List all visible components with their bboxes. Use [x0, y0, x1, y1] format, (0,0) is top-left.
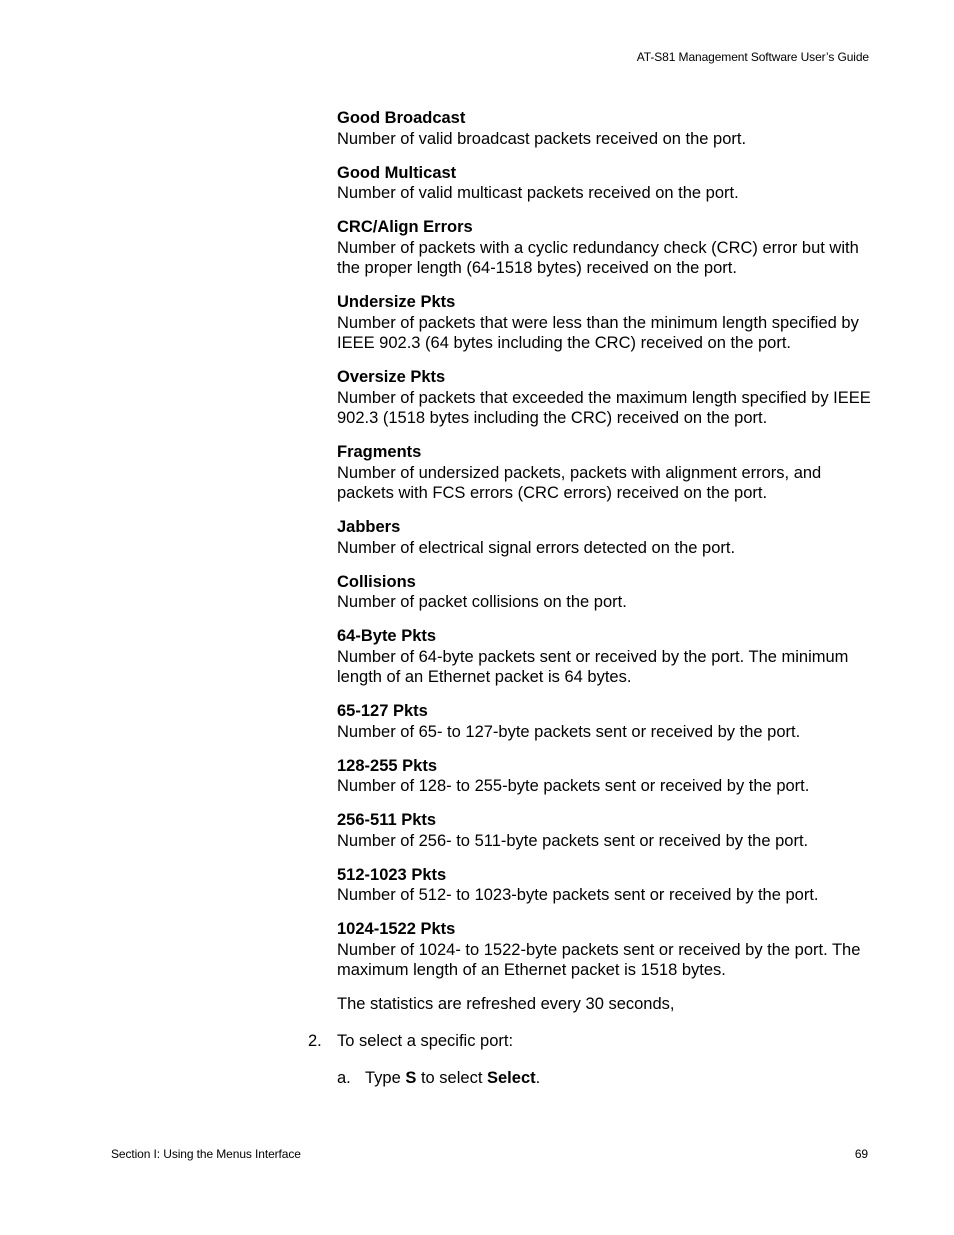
stat-entry: [337, 626, 877, 688]
stat-description: Number of undersized packets, packets with alignment errors, and packets with FCS errors (CRC errors) received on the port.: [337, 463, 822, 502]
stat-entry: [337, 919, 877, 981]
stat-description: Number of 256- to 511-byte packets sent or received by the port.: [337, 831, 809, 850]
refresh-note: The statistics are refreshed every 30 seconds,: [337, 995, 675, 1013]
stat-description: Number of packet collisions on the port.: [337, 593, 627, 611]
stat-term: Fragments: [337, 443, 422, 461]
stat-entry: [337, 292, 877, 354]
stat-entry: [337, 517, 877, 558]
stat-description: Number of valid multicast packets received on the port.: [337, 184, 739, 202]
step-text: To select a specific port:: [337, 1031, 514, 1050]
stat-description: Number of electrical signal errors detected on the port.: [337, 538, 736, 557]
stat-term: 65-127 Pkts: [337, 702, 428, 720]
stat-entry: [337, 367, 877, 429]
stat-entry: [337, 865, 877, 906]
stat-description: Number of 128- to 255-byte packets sent or received by the port.: [337, 777, 810, 795]
stat-entry: [337, 756, 877, 797]
step-number: 2.: [308, 1031, 322, 1050]
stat-description: Number of 1024- to 1522-byte packets sent or received by the port. The maximum length of an Ethernet packet is 1518 bytes.: [337, 940, 861, 979]
stat-entry: [337, 810, 877, 851]
stat-term: 128-255 Pkts: [337, 756, 437, 775]
stat-entry: [337, 163, 877, 204]
substep-option: Select: [487, 1069, 536, 1087]
stat-description: Number of 512- to 1023-byte packets sent or received by the port.: [337, 886, 819, 904]
substep-letter: a.: [337, 1069, 351, 1087]
stat-term: Collisions: [337, 572, 416, 591]
stat-description: Number of valid broadcast packets received on the port.: [337, 129, 747, 148]
footer-section: Section I: Using the Menus Interface: [111, 1147, 301, 1161]
stat-term: Good Multicast: [337, 163, 457, 182]
procedure-step: [308, 1031, 877, 1052]
stat-entry: [337, 442, 877, 504]
substep-key: S: [405, 1069, 417, 1087]
substep-text-pre: Type: [365, 1069, 406, 1087]
stat-term: Jabbers: [337, 518, 401, 536]
page-number: 69: [854, 1147, 868, 1161]
stat-term: Good Broadcast: [337, 109, 466, 127]
stat-term: 1024-1522 Pkts: [337, 920, 456, 938]
running-header: AT-S81 Management Software User’s Guide: [636, 50, 869, 64]
stat-term: Oversize Pkts: [337, 368, 446, 386]
page-content: [308, 108, 877, 1089]
stat-entry: [337, 108, 877, 149]
stat-term: CRC/Align Errors: [337, 218, 473, 236]
stat-description: Number of packets that were less than the minimum length specified by IEEE 902.3 (64 bytes including the CRC) received on the port.: [337, 313, 859, 352]
stat-term: 64-Byte Pkts: [337, 627, 437, 645]
stat-description: Number of 65- to 127-byte packets sent or received by the port.: [337, 722, 801, 741]
stat-description: Number of 64-byte packets sent or received by the port. The minimum length of an Ethernet packet is 64 bytes.: [337, 647, 849, 686]
substep-text-post: .: [535, 1069, 541, 1087]
stat-entry: [337, 701, 877, 742]
stat-entry: [337, 217, 877, 279]
stat-term: 256-511 Pkts: [337, 811, 437, 829]
procedure-substep: [337, 1068, 877, 1089]
stat-entry: [337, 572, 877, 613]
stat-description: Number of packets that exceeded the maximum length specified by IEEE 902.3 (1518 bytes including the CRC) received on the port.: [337, 388, 871, 427]
stat-description: Number of packets with a cyclic redundancy check (CRC) error but with the proper length (64-1518 bytes) received on the port.: [337, 238, 859, 277]
stat-term: 512-1023 Pkts: [337, 865, 447, 884]
substep-text-mid: to select: [416, 1069, 487, 1087]
stat-term: Undersize Pkts: [337, 293, 456, 311]
